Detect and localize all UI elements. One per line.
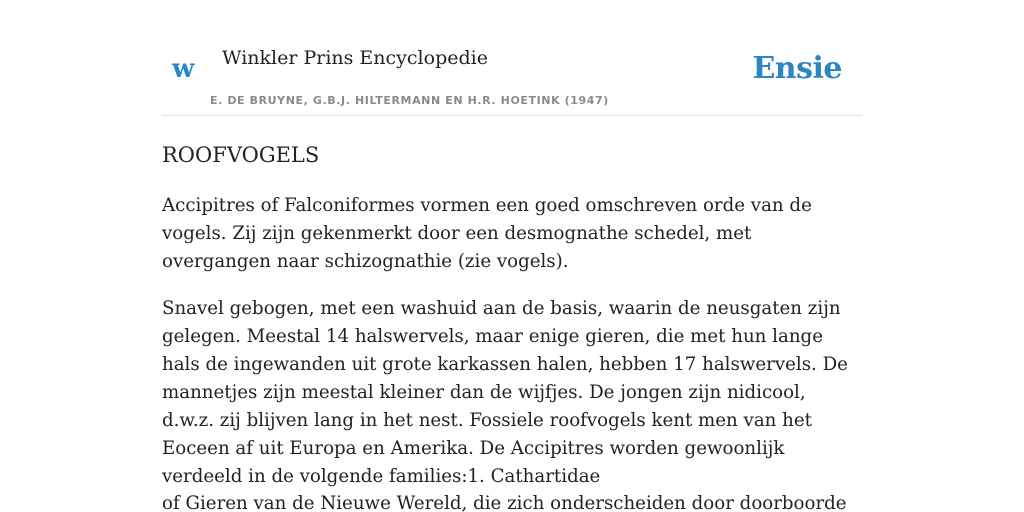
article-paragraph-1: Accipitres of Falconiformes vormen een goed omschreven orde van de vogels. Zij zijn gekenmerkt door een desmognathe schedel, met overgangen naar schizognathie (zie vogels).: [162, 195, 812, 272]
logo-w-icon[interactable]: w: [172, 54, 195, 84]
ensie-logo[interactable]: Ensie: [752, 51, 842, 86]
site-header: [162, 0, 862, 116]
page: [162, 0, 862, 512]
article-title: ROOFVOGELS: [162, 143, 320, 167]
authors-line: E. DE BRUYNE, G.B.J. HILTERMANN EN H.R. HOETINK (1947): [210, 94, 609, 107]
article-paragraph-3: of Gieren van de Nieuwe Wereld, die zich onderscheiden door doorboorde: [162, 493, 847, 512]
article-paragraph-2: Snavel gebogen, met een washuid aan de basis, waarin de neusgaten zijn gelegen. Meestal 14 halswervels, maar enige gieren, die met hun lange hals de ingewanden uit grote karkassen halen, hebben 17 halswervels. De mannetjes zijn meestal kleiner dan de wijfjes. De jongen zijn nidicool, d.w.z. zij blijven lang in het nest. Fossiele roofvogels kent men van het Eoceen af uit Europa en Amerika. De Accipitres worden gewoonlijk verdeeld in de volgende families:1. Cathartidae: [162, 298, 848, 487]
publication-title[interactable]: Winkler Prins Encyclopedie: [222, 47, 488, 69]
